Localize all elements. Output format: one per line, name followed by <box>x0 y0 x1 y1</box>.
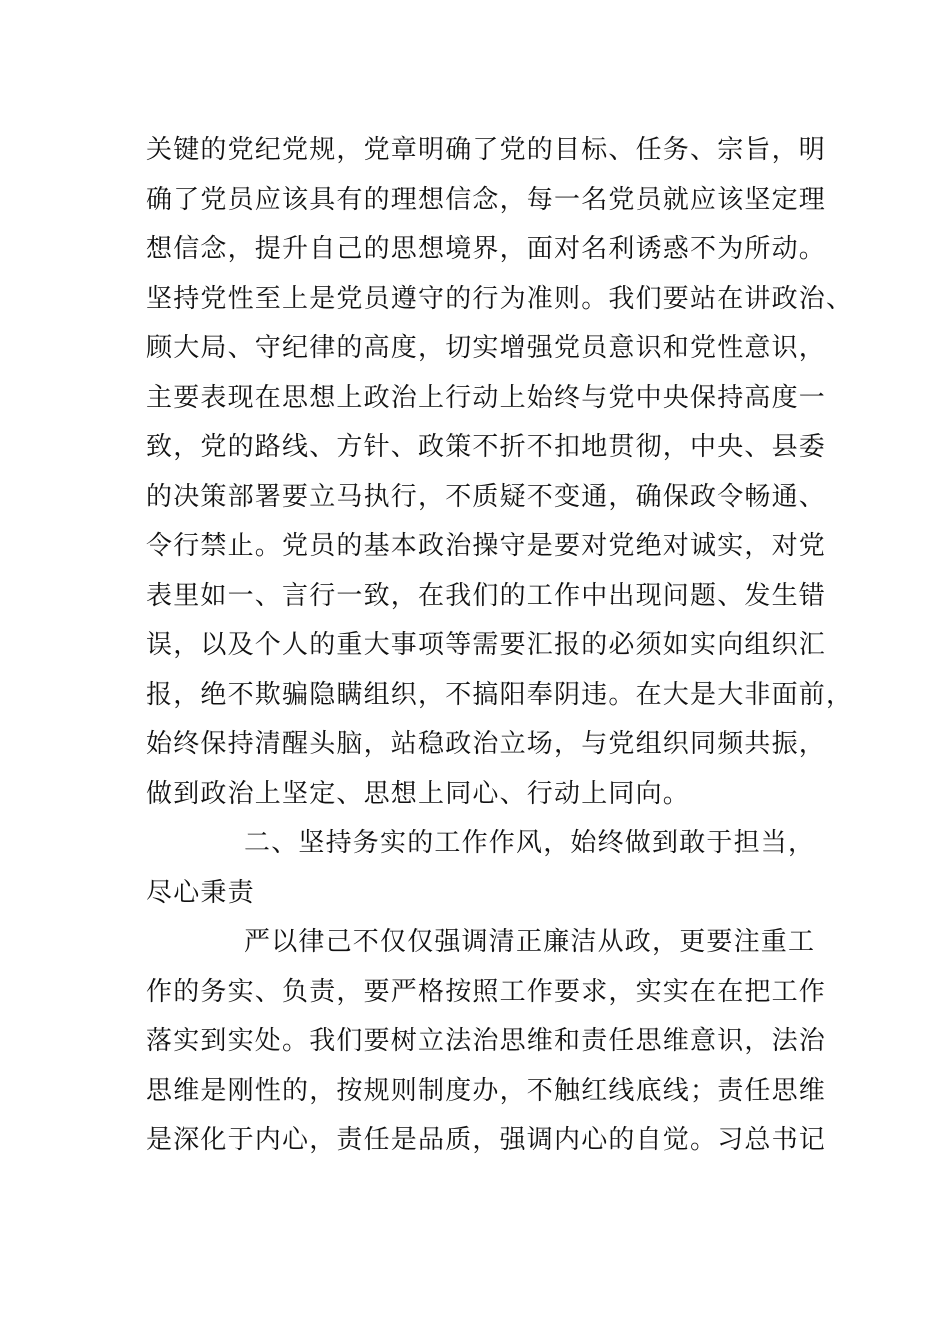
text-line: 思维是刚性的，按规则制度办，不触红线底线；责任思维 <box>146 1075 827 1106</box>
text-line: 做到政治上坚定、思想上同心、行动上同向。 <box>146 778 691 809</box>
text-line: 是深化于内心，责任是品质，强调内心的自觉。习总书记 <box>146 1125 827 1155</box>
section-heading: 二、坚持务实的工作作风，始终做到敢于担当， <box>244 828 816 858</box>
text-line: 表里如一、言行一致，在我们的工作中出现问题、发生错 <box>146 580 827 611</box>
text-line: 的决策部署要立马执行，不质疑不变通，确保政令畅通、 <box>146 481 827 512</box>
section-heading-continuation: 尽心秉责 <box>146 877 255 908</box>
text-line: 关键的党纪党规，党章明确了党的目标、任务、宗旨，明 <box>146 135 827 165</box>
text-line: 主要表现在思想上政治上行动上始终与党中央保持高度一 <box>146 382 827 413</box>
text-line: 想信念，提升自己的思想境界，面对名利诱惑不为所动。 <box>146 234 827 264</box>
text-line: 确了党员应该具有的理想信念，每一名党员就应该坚定理 <box>146 184 827 215</box>
text-line: 报，绝不欺骗隐瞒组织，不搞阳奉阴违。在大是大非面前， <box>146 679 854 710</box>
text-line: 误，以及个人的重大事项等需要汇报的必须如实向组织汇 <box>146 630 827 660</box>
text-line: 坚持党性至上是党员遵守的行为准则。我们要站在讲政治、 <box>146 283 854 314</box>
text-line: 令行禁止。党员的基本政治操守是要对党绝对诚实，对党 <box>146 531 827 561</box>
text-line: 致，党的路线、方针、政策不折不扣地贯彻，中央、县委 <box>146 432 827 462</box>
text-line: 始终保持清醒头脑，站稳政治立场，与党组织同频共振， <box>146 729 827 759</box>
text-line: 作的务实、负责，要严格按照工作要求，实实在在把工作 <box>146 976 827 1007</box>
text-line: 落实到实处。我们要树立法治思维和责任思维意识，法治 <box>146 1026 827 1056</box>
text-line: 顾大局、守纪律的高度，切实增强党员意识和党性意识， <box>146 333 827 363</box>
paragraph-start: 严以律己不仅仅强调清正廉洁从政，更要注重工 <box>244 927 816 957</box>
body-text <box>146 126 854 1166</box>
